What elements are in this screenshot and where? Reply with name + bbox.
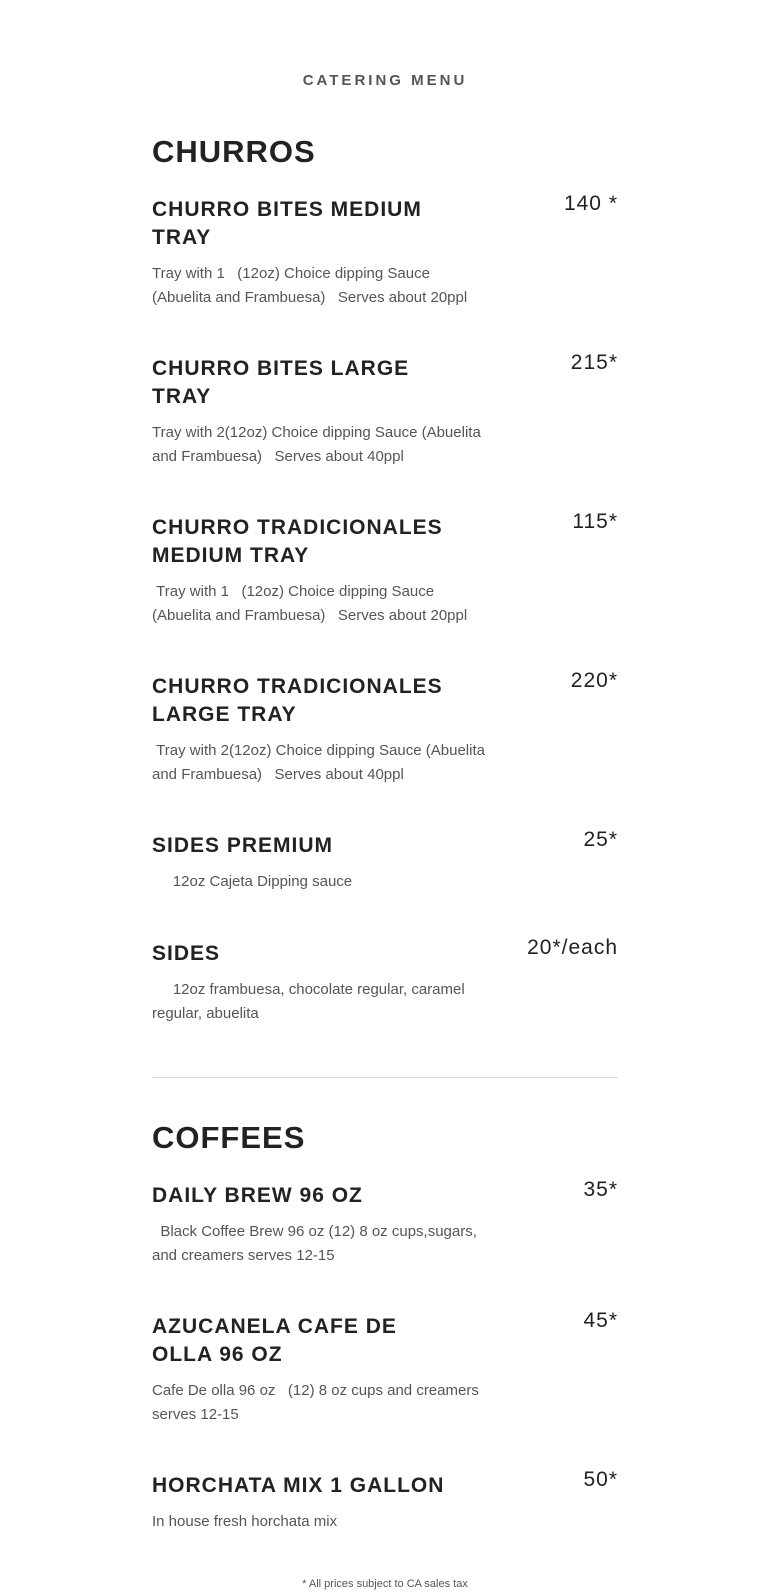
- item-description: Tray with 1 (12oz) Choice dipping Sauce (Abuelita and Frambuesa) Serves about 20ppl: [152, 583, 468, 624]
- item-description: Tray with 1 (12oz) Choice dipping Sauce (Abuelita and Frambuesa) Serves about 20ppl: [152, 265, 468, 306]
- item-price: 35*: [583, 1178, 618, 1201]
- menu-item: [152, 351, 618, 469]
- item-name: CHURRO TRADICIONALES LARGE TRAY: [152, 675, 443, 726]
- item-description: Tray with 2(12oz) Choice dipping Sauce (Abuelita and Frambuesa) Serves about 40ppl: [152, 742, 490, 783]
- item-description: 12oz frambuesa, chocolate regular, caramel regular, abuelita: [152, 981, 469, 1022]
- item-price: 115*: [572, 510, 618, 533]
- item-price: 20*/each: [527, 936, 618, 959]
- item-description: Cafe De olla 96 oz (12) 8 oz cups and creamers serves 12-15: [152, 1382, 492, 1423]
- menu-item: [152, 1178, 618, 1268]
- item-price: 25*: [583, 828, 618, 851]
- item-price: 215*: [570, 351, 618, 374]
- item-name: SIDES: [152, 942, 221, 965]
- menu-item: [152, 1468, 618, 1534]
- item-name: SIDES PREMIUM: [152, 834, 334, 857]
- menu-item: [152, 669, 618, 787]
- item-name: CHURRO BITES LARGE TRAY: [152, 357, 410, 408]
- item-price: 50*: [583, 1468, 618, 1491]
- menu-item: [152, 1309, 618, 1427]
- menu-title: CATERING MENU: [302, 72, 468, 89]
- item-description: 12oz Cajeta Dipping sauce: [152, 873, 353, 890]
- item-description: Tray with 2(12oz) Choice dipping Sauce (Abuelita and Frambuesa) Serves about 40ppl: [152, 424, 485, 465]
- section-heading-coffees: COFFEES: [152, 1120, 306, 1155]
- item-name: DAILY BREW 96 OZ: [152, 1184, 363, 1207]
- item-price: 220*: [570, 669, 618, 692]
- sales-tax-footnote: * All prices subject to CA sales tax: [302, 1578, 468, 1590]
- menu-item: [152, 192, 618, 310]
- item-name: CHURRO BITES MEDIUM TRAY: [152, 198, 422, 249]
- menu-item: [152, 510, 618, 628]
- item-price: 45*: [583, 1309, 618, 1332]
- item-name: CHURRO TRADICIONALES MEDIUM TRAY: [152, 516, 443, 567]
- item-description: Black Coffee Brew 96 oz (12) 8 oz cups,sugars, and creamers serves 12-15: [152, 1223, 482, 1264]
- section-heading-churros: CHURROS: [152, 134, 316, 169]
- section-divider: [152, 1077, 618, 1078]
- item-description: In house fresh horchata mix: [152, 1513, 338, 1530]
- item-name: HORCHATA MIX 1 GALLON: [152, 1474, 445, 1497]
- item-name: AZUCANELA CAFE DE OLLA 96 OZ: [152, 1315, 397, 1366]
- menu-item: [152, 936, 618, 1026]
- item-price: 140 *: [563, 192, 618, 215]
- menu-item: [152, 828, 618, 894]
